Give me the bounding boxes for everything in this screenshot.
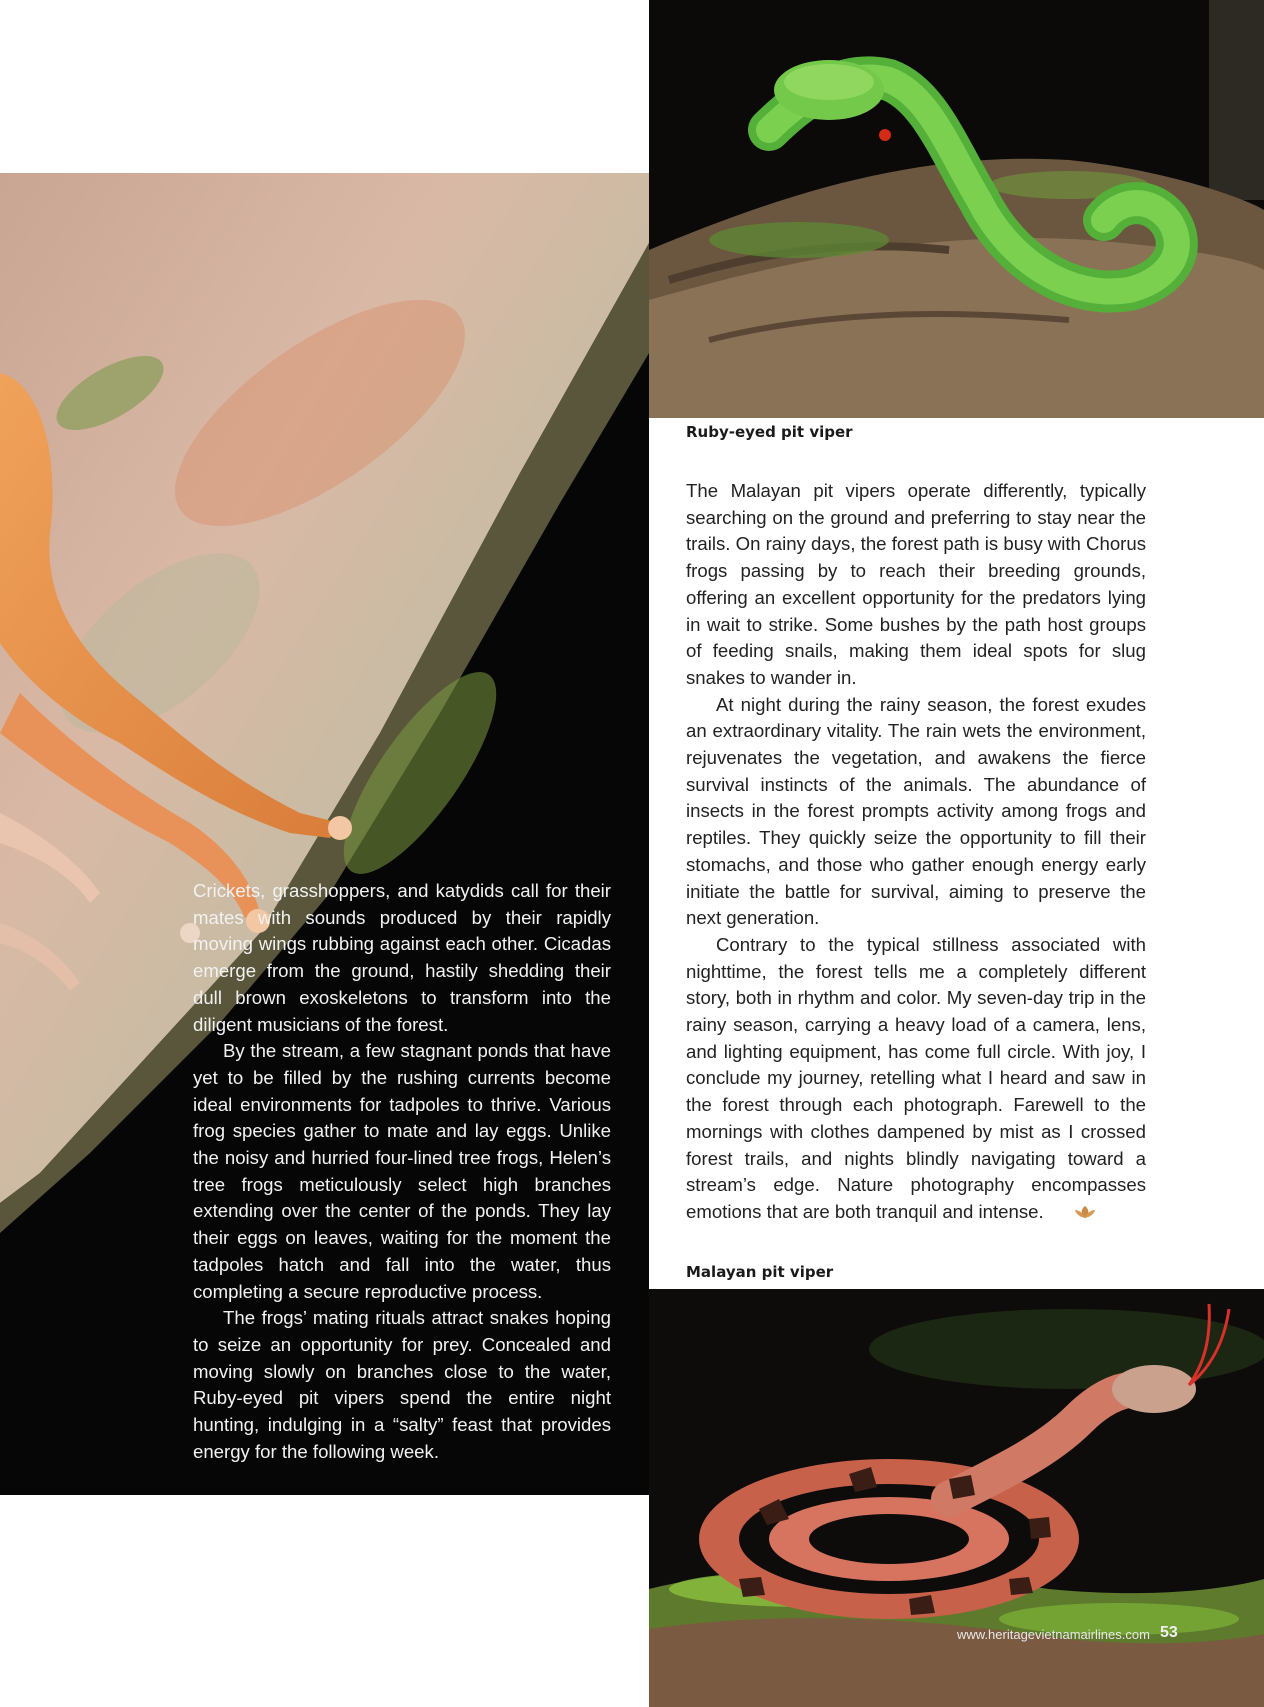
article-paragraph-text: Contrary to the typical stillness associated with nighttime, the forest tells me a completely different story, both in rhythm and color. My seven-day trip in the rainy season, carrying a heavy load of a camera, lens, and lighting equipment, has come full circle. With joy, I conclude my journey, retelling what I heard and saw in the forest through each photograph. Farewell to the mornings with clothes dampened by mist as I crossed forest trails, and nights blindly navigating toward a stream’s edge. Nature photography encompasses emotions that are both tranquil and intense. — [686, 933, 1146, 1222]
article-paragraph: At night during the rainy season, the forest exudes an extraordinary vitality. The rain wets the environment, rejuvenates the vegetation, and awakens the fierce survival instincts of the animals. The abundance of insects in the forest prompts activity among frogs and reptiles. They quickly seize the opportunity to fill their stomachs, and those who gather enough energy early initiate the battle for survival, aiming to preserve the next generation. — [686, 693, 1146, 929]
article-paragraph: Crickets, grasshoppers, and katydids call for their mates with sounds produced by their rapidly moving wings rubbing against each other. Cicadas emerge from the ground, hastily shedding their dull brown exoskeletons to transform into the diligent musicians of the forest. — [193, 880, 611, 1035]
malayan-pit-viper-photo — [649, 1289, 1264, 1707]
lotus-end-mark-icon — [1044, 1200, 1066, 1214]
ruby-eyed-pit-viper-photo — [649, 0, 1264, 418]
article-paragraph: By the stream, a few stagnant ponds that have yet to be filled by the rushing currents become ideal environments for tadpoles to thrive. Various frog species gather to mate and lay eggs. Unlike the noisy and hurried four-lined tree frogs, Helen’s tree frogs meticulously select high branches extending over the center of the ponds. They lay their eggs on leaves, waiting for the moment the tadpoles hatch and fall into the water, thus completing a secure reproductive process. — [193, 1040, 611, 1302]
website-url: www.heritagevietnamairlines.com — [957, 1627, 1150, 1642]
photo-caption: Ruby-eyed pit viper — [686, 423, 853, 441]
right-article-column — [686, 478, 1146, 1226]
photo-caption: Malayan pit viper — [686, 1263, 834, 1281]
page-number: 53 — [1160, 1624, 1178, 1641]
article-paragraph — [686, 932, 1146, 1226]
left-article-column — [193, 878, 611, 1465]
article-paragraph: The Malayan pit vipers operate differently, typically searching on the ground and preferring to stay near the trails. On rainy days, the forest path is busy with Chorus frogs passing by to reach their breeding grounds, offering an excellent opportunity for the predators lying in wait to strike. Some bushes by the path host groups of feeding snails, making them ideal spots for slug snakes to wander in. — [686, 480, 1146, 688]
article-paragraph: The frogs’ mating rituals attract snakes hoping to seize an opportunity for prey. Concealed and moving slowly on branches close to the water, Ruby-eyed pit vipers spend the entire night hunting, indulging in a “salty” feast that provides energy for the following week. — [193, 1307, 611, 1462]
